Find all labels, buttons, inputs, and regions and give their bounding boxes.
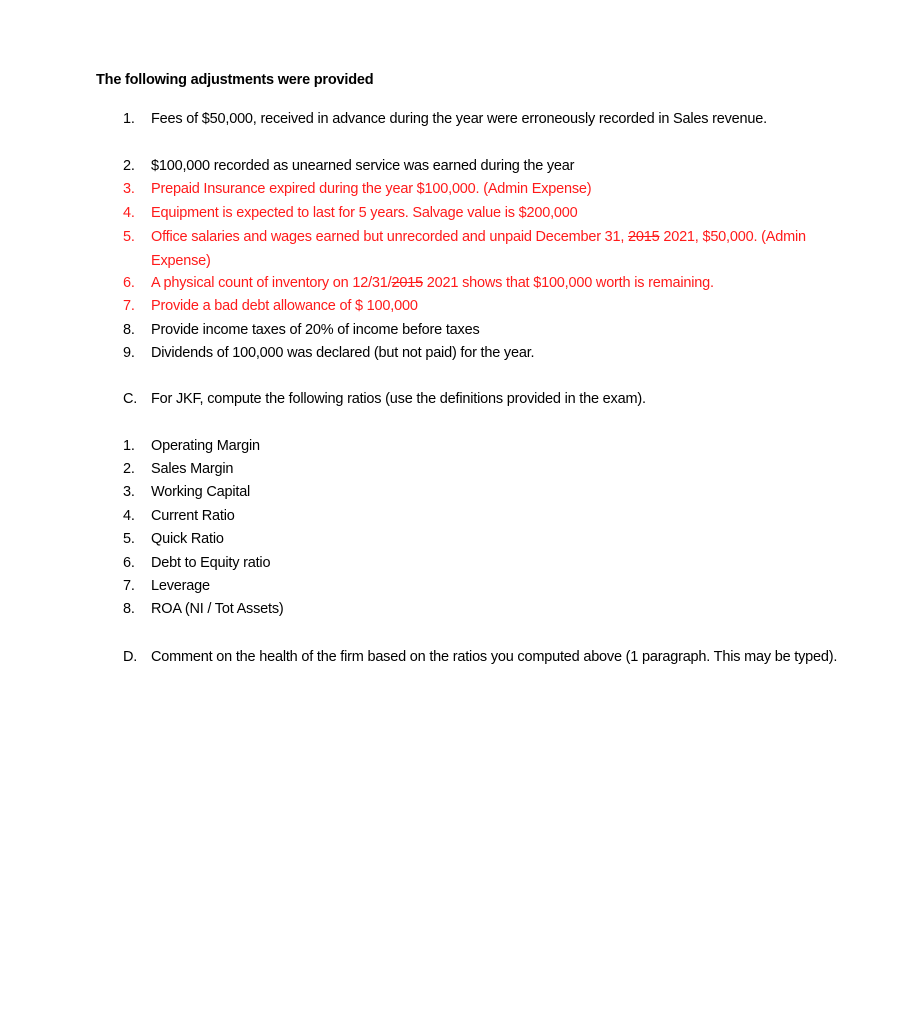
item-number: 5.: [123, 229, 135, 245]
item-text: [151, 226, 838, 273]
item-number: 7.: [123, 578, 135, 594]
item-text: Provide a bad debt allowance of $ 100,000: [151, 298, 418, 314]
item-number: 4.: [123, 205, 135, 221]
adjustment-item-3: [123, 178, 838, 202]
text-before: Office salaries and wages earned but unrecorded and unpaid December 31,: [151, 229, 629, 245]
adjustment-item-6: [123, 272, 838, 296]
adjustment-item-2: [123, 155, 838, 179]
adjustment-item-4: [123, 202, 838, 226]
item-number: 1.: [123, 111, 135, 127]
adjustment-item-8: [123, 319, 838, 343]
item-text: $100,000 recorded as unearned service was earned during the year: [151, 158, 575, 174]
item-text: [151, 272, 838, 296]
text-after: 2021, $50,000. (Admin Expense): [151, 229, 806, 269]
item-number: 2.: [123, 158, 135, 174]
section-letter: D.: [123, 649, 138, 665]
item-text: Debt to Equity ratio: [151, 555, 271, 571]
page-heading: The following adjustments were provided: [96, 72, 374, 88]
item-text: Leverage: [151, 578, 210, 594]
item-number: 4.: [123, 508, 135, 524]
item-text: Working Capital: [151, 484, 251, 500]
section-d: [123, 646, 838, 670]
ratio-item-6: [123, 552, 838, 576]
item-number: 8.: [123, 601, 135, 617]
text-before: A physical count of inventory on 12/31/: [151, 275, 392, 291]
struck-year: 2015: [391, 275, 423, 291]
item-number: 2.: [123, 461, 135, 477]
ratio-item-5: [123, 528, 838, 552]
item-number: 9.: [123, 345, 135, 361]
section-c: [123, 388, 838, 412]
ratio-item-2: [123, 458, 838, 482]
item-text: ROA (NI / Tot Assets): [151, 601, 284, 617]
item-text: Dividends of 100,000 was declared (but not paid) for the year.: [151, 345, 535, 361]
text-after: 2021 shows that $100,000 worth is remaining.: [422, 275, 714, 291]
section-text: Comment on the health of the firm based on the ratios you computed above (1 paragraph. This may be typed).: [151, 649, 838, 665]
ratio-item-3: [123, 481, 838, 505]
item-number: 3.: [123, 181, 135, 197]
ratio-item-1: [123, 435, 838, 459]
ratio-item-4: [123, 505, 838, 529]
item-number: 5.: [123, 531, 135, 547]
section-text: For JKF, compute the following ratios (use the definitions provided in the exam).: [151, 391, 646, 407]
item-text: Provide income taxes of 20% of income before taxes: [151, 322, 480, 338]
item-number: 1.: [123, 438, 135, 454]
adjustment-item-7: [123, 295, 838, 319]
adjustment-item-5: [123, 226, 838, 273]
item-number: 6.: [123, 555, 135, 571]
item-text: Prepaid Insurance expired during the year $100,000. (Admin Expense): [151, 181, 592, 197]
ratio-item-8: [123, 598, 838, 622]
item-text: Equipment is expected to last for 5 years. Salvage value is $200,000: [151, 205, 578, 221]
item-text: Operating Margin: [151, 438, 260, 454]
ratio-item-7: [123, 575, 838, 599]
item-text: Current Ratio: [151, 508, 235, 524]
item-number: 8.: [123, 322, 135, 338]
adjustment-item-9: [123, 342, 838, 366]
adjustment-item-1: [123, 108, 838, 132]
struck-year: 2015: [628, 229, 660, 245]
item-number: 7.: [123, 298, 135, 314]
item-text: Fees of $50,000, received in advance during the year were erroneously recorded in Sales revenue.: [151, 111, 767, 127]
item-number: 6.: [123, 275, 135, 291]
item-text: Sales Margin: [151, 461, 234, 477]
item-number: 3.: [123, 484, 135, 500]
section-letter: C.: [123, 391, 138, 407]
item-text: Quick Ratio: [151, 531, 224, 547]
